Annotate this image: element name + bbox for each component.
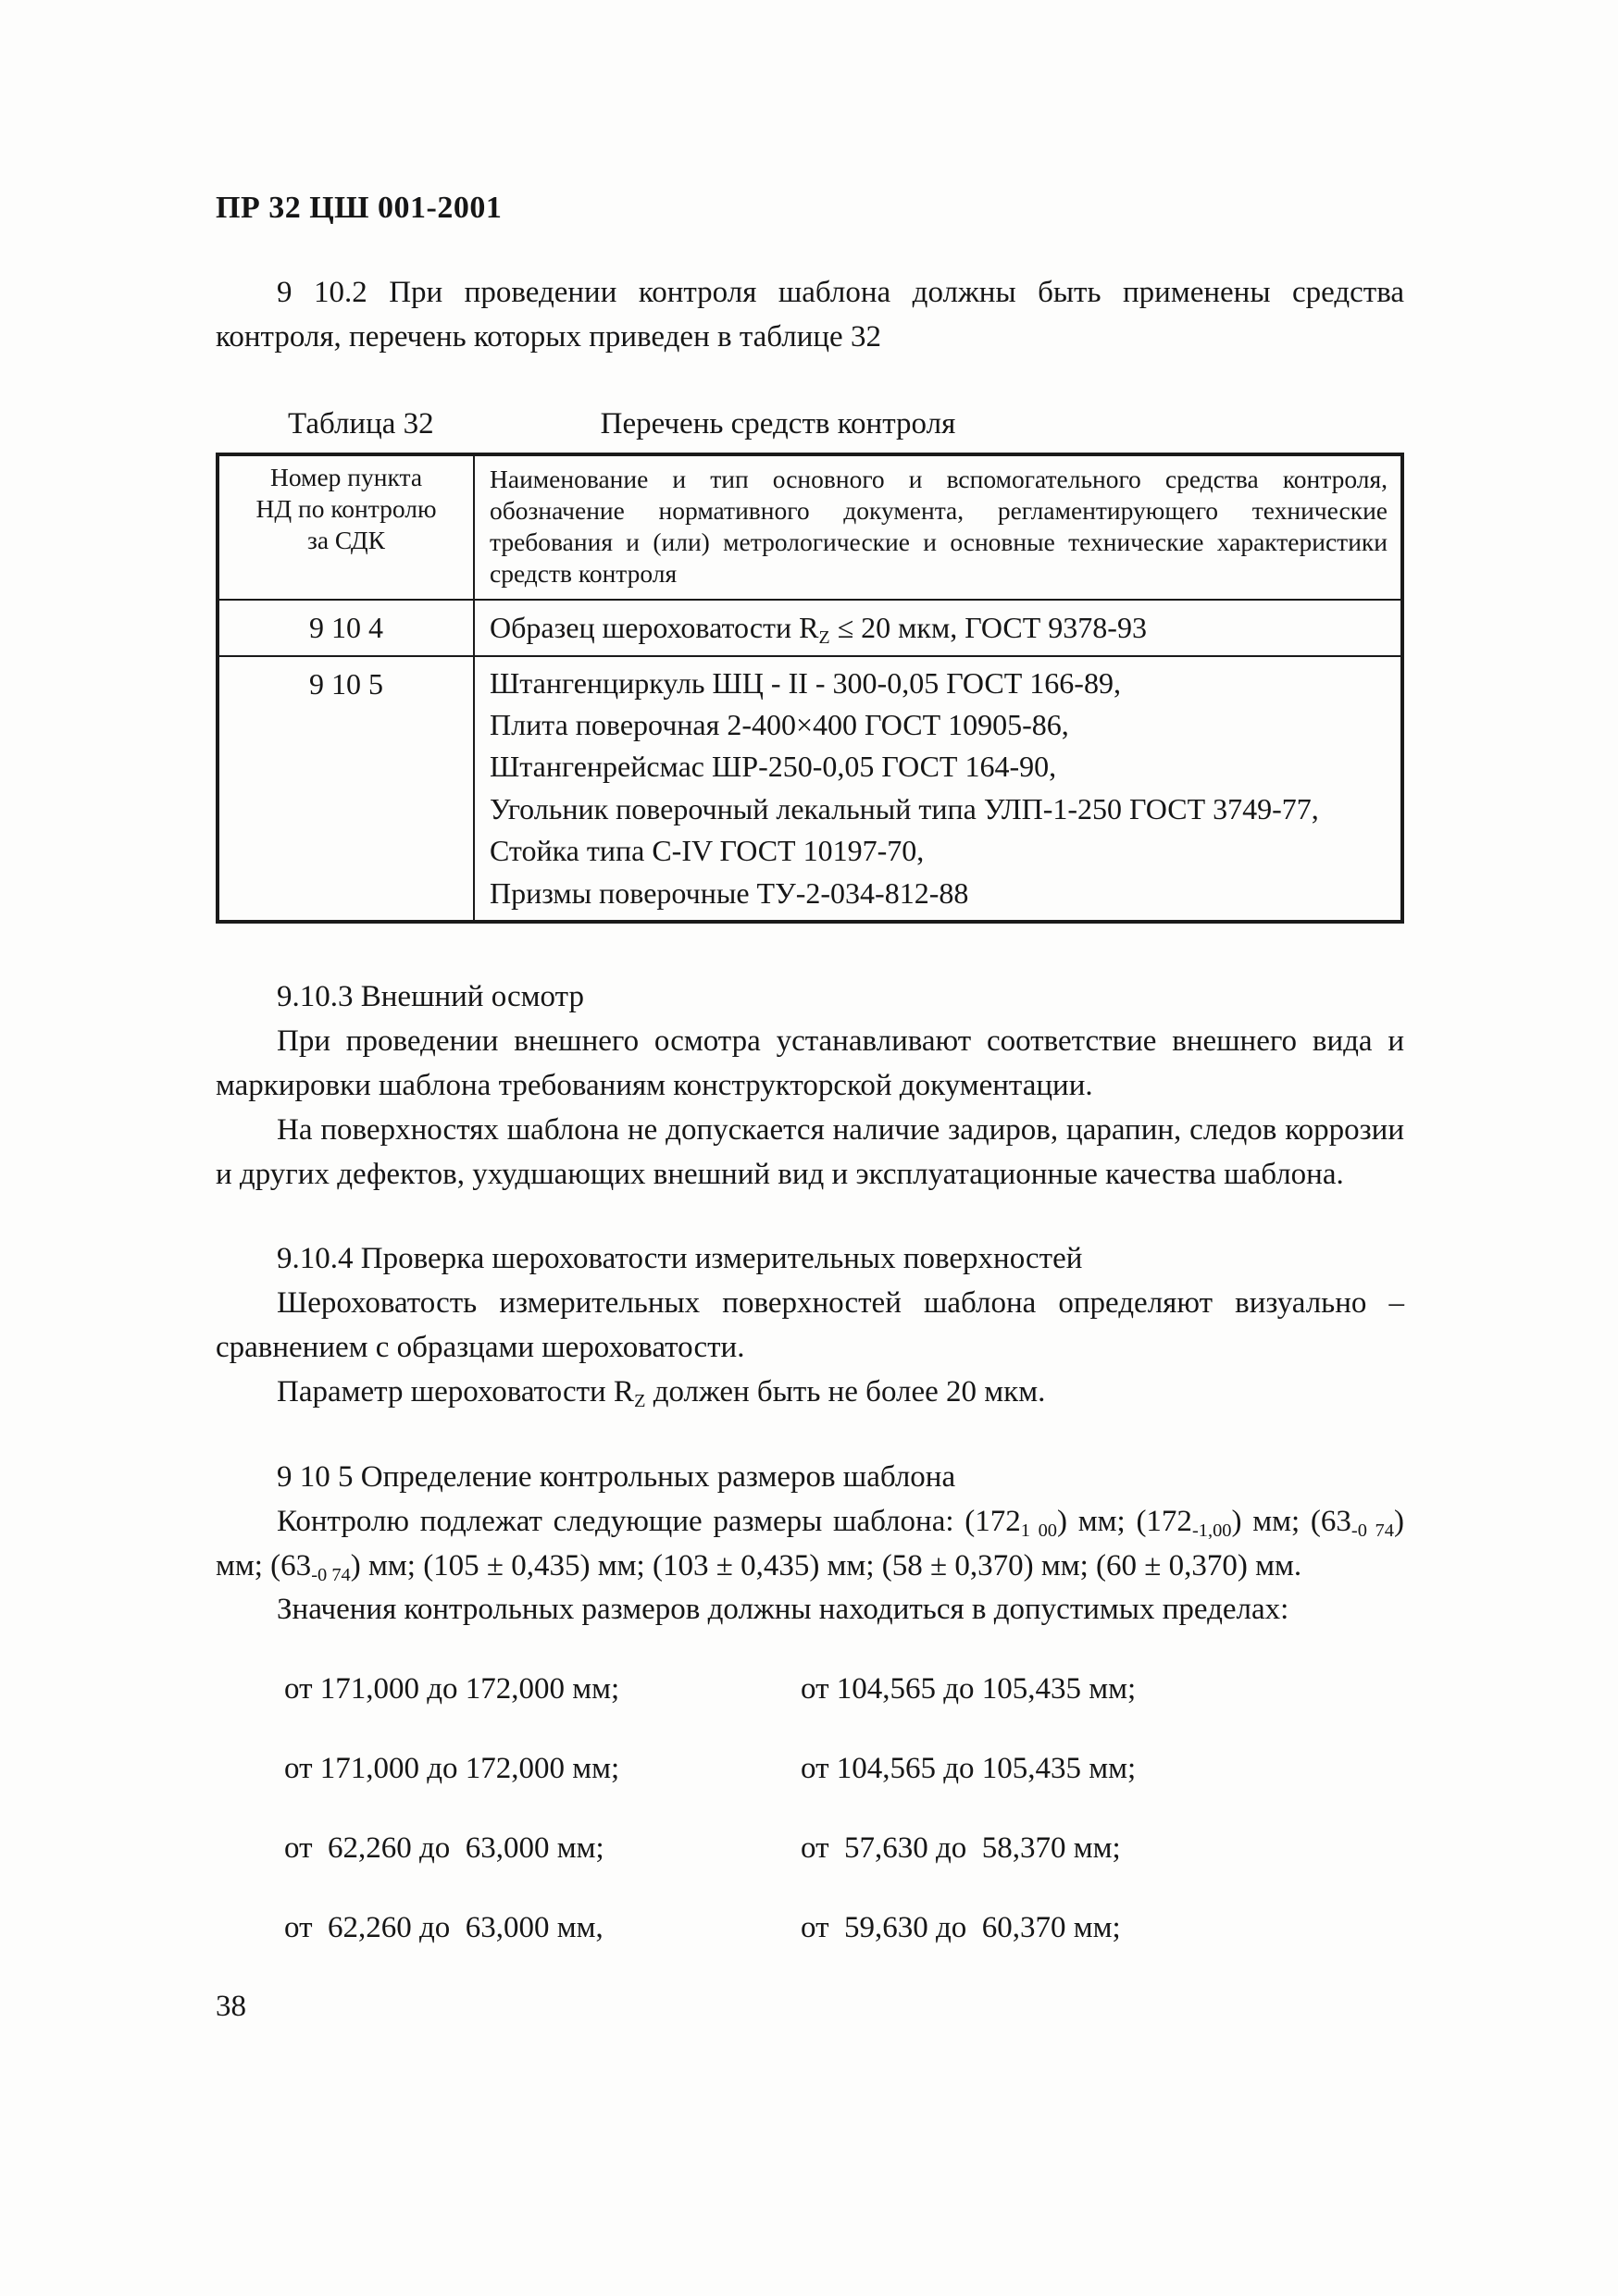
row1-num-cell: 9 10 4: [218, 600, 474, 655]
range-right: от 57,630 до 58,370 мм;: [801, 1831, 1121, 1865]
row1-desc-cell: [474, 600, 1402, 655]
roughness-param-post: должен быть не более 20 мкм.: [645, 1374, 1046, 1409]
col1-header-line1: Номер пункта: [269, 462, 423, 491]
range-left: от 62,260 до 63,000 мм,: [284, 1910, 604, 1944]
range-right: от 104,565 до 105,435 мм;: [801, 1752, 1137, 1786]
row1-text-post: ≤ 20 мкм, ГОСТ 9378-93: [829, 611, 1147, 645]
sizes-part: ) мм; (63: [216, 1504, 1404, 1582]
heading-9-10-4: 9.10.4 Проверка шероховатости измерительных поверхностей: [277, 1242, 1083, 1276]
col1-header-line3: за СДК: [306, 526, 386, 555]
table-col1-header: [218, 454, 474, 600]
heading-9-10-3: 9.10.3 Внешний осмотр: [277, 980, 584, 1014]
paragraph-9-10-2: 9 10.2 При проведении контроля шаблона должны быть применены средства контроля, перечень которых приведен в таблице 32: [216, 276, 1404, 354]
row2-line: Штангенциркуль ШЦ - II - 300-0,05 ГОСТ 166-89,: [490, 665, 1121, 700]
sizes-sub: -0 74: [1350, 1520, 1394, 1541]
page-content: [216, 185, 1404, 1951]
sizes-sub: -1,00: [1191, 1520, 1232, 1541]
paragraph-roughness-param: [216, 1371, 1404, 1415]
sizes-sub: -0 74: [311, 1564, 351, 1585]
row1-text-sub: Z: [818, 627, 830, 649]
table-header-row: [218, 454, 1402, 600]
table-row: [218, 656, 1402, 923]
range-left: от 171,000 до 172,000 мм;: [284, 1752, 620, 1786]
range-row: [216, 1906, 1404, 1951]
sizes-sub: 1 00: [1020, 1520, 1058, 1541]
row2-line: Призмы поверочные ТУ-2-034-812-88: [490, 875, 969, 910]
row2-line: Угольник поверочный лекальный типа УЛП-1-250 ГОСТ 3749-77,: [490, 791, 1319, 825]
table-row: [218, 600, 1402, 655]
sizes-part: ) мм; (63: [1231, 1504, 1351, 1538]
ranges-block: [216, 1668, 1404, 1950]
row1-text-pre: Образец шероховатости R: [490, 611, 819, 645]
doc-header: ПР 32 ЦШ 001-2001: [216, 191, 503, 225]
paragraph-roughness-check: Шероховатость измерительных поверхностей шаблона определяют визуально – сравнением с образцами шероховатости.: [216, 1286, 1404, 1365]
range-row: [216, 1668, 1404, 1712]
row2-line: Плита поверочная 2-400×400 ГОСТ 10905-86,: [490, 708, 1069, 742]
paragraph-control-sizes: [216, 1500, 1404, 1589]
table-caption-title: Перечень средств контроля: [600, 406, 956, 441]
sizes-part: ) мм; (172: [1057, 1504, 1192, 1538]
table-col2-header: Наименование и тип основного и вспомогательного средства контроля, обозначение нормативного документа, регламентирующего технические требования и (или) метрологические и основные технические характеристики средств контроля: [474, 454, 1402, 600]
row2-desc-cell: [474, 656, 1402, 923]
paragraph-limits-intro: Значения контрольных размеров должны находиться в допустимых пределах:: [277, 1593, 1289, 1627]
range-row: [216, 1747, 1404, 1792]
range-left: от 171,000 до 172,000 мм;: [284, 1672, 620, 1706]
paragraph-external-inspection-2: На поверхностях шаблона не допускается наличие задиров, царапин, следов коррозии и других дефектов, ухудшающих внешний вид и эксплуатационные качества шаблона.: [216, 1112, 1404, 1191]
sizes-part: ) мм; (105 ± 0,435) мм; (103 ± 0,435) мм; (58 ± 0,370) мм; (60 ± 0,370) мм.: [350, 1548, 1302, 1582]
sizes-part: Контролю подлежат следующие размеры шаблона: (172: [277, 1504, 1021, 1538]
range-right: от 59,630 до 60,370 мм;: [801, 1910, 1121, 1944]
roughness-param-sub: Z: [633, 1391, 646, 1412]
paragraph-external-inspection-1: При проведении внешнего осмотра устанавливают соответствие внешнего вида и маркировки шаблона требованиям конструкторской документации.: [216, 1024, 1404, 1102]
row2-num-cell: 9 10 5: [218, 656, 474, 923]
page-number: 38: [216, 1990, 246, 2023]
table-caption-label: Таблица 32: [288, 406, 434, 441]
col1-header-line2: НД по контролю: [255, 493, 437, 523]
roughness-param-pre: Параметр шероховатости R: [277, 1374, 634, 1409]
range-row: [216, 1827, 1404, 1871]
range-left: от 62,260 до 63,000 мм;: [284, 1831, 604, 1865]
control-means-table: [216, 453, 1404, 924]
heading-9-10-5: 9 10 5 Определение контрольных размеров шаблона: [277, 1459, 956, 1494]
range-right: от 104,565 до 105,435 мм;: [801, 1672, 1137, 1706]
table-caption: [216, 403, 1404, 447]
row2-line: Стойка типа C-IV ГОСТ 10197-70,: [490, 834, 925, 868]
row2-line: Штангенрейсмас ШР-250-0,05 ГОСТ 164-90,: [490, 750, 1057, 784]
